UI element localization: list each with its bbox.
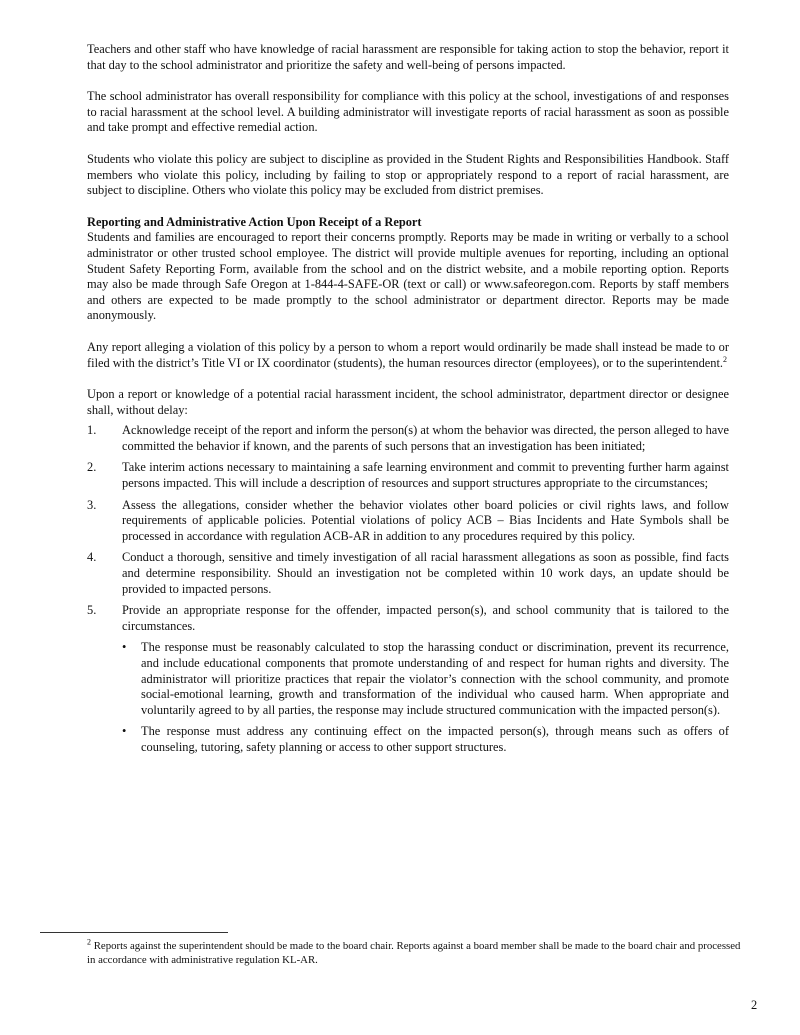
paragraph-reporting: Students and families are encouraged to report their concerns promptly. Reports may be made in writing or verbally to a school administrator or other trusted school employee. The district will provide multiple avenues for reporting, including an optional Student Safety Reporting Form, available from the school and on the district website, and a mobile reporting option. Reports may also be made through Safe Oregon at 1-844-4-SAFE-OR (text or call) or www.safeoregon.com. Reports by staff members and others are expected to be made promptly to the school administrator or department director. Reports may be made anonymously. xyxy=(87,230,729,323)
footnote-reference: 2 xyxy=(723,354,728,364)
document-body xyxy=(87,42,729,762)
paragraph-alternate-reporting xyxy=(87,340,729,371)
paragraph-discipline: Students who violate this policy are subject to discipline as provided in the Student Rights and Responsibilities Handbook. Staff members who violate this policy, including by failing to stop or appropriately respond to a report of racial harassment, are subject to discipline. Others who violate this policy may be excluded from district premises. xyxy=(87,151,729,198)
list-item-text: Assess the allegations, consider whether the behavior violates other board policies or civil rights laws, and follow requirements of applicable policies. Potential violations of policy ACB – Bias Incidents and Hate Symbols shall be processed in accordance with regulation ACB-AR in addition to any procedures required by this policy. xyxy=(122,497,729,543)
response-bullets-list xyxy=(122,640,729,755)
list-item-number: 1. xyxy=(87,423,97,438)
list-item-text: Conduct a thorough, sensitive and timely investigation of all racial harassment allegations as soon as possible, find facts and determine responsibility. Should an investigation not be completed within 10 work days, an update should be provided to impacted persons. xyxy=(122,550,729,596)
bullet-item-text: The response must be reasonably calculated to stop the harassing conduct or discrimination, prevent its recurrence, and include educational components that promote understanding of and respect for human rights and diversity. The administrator will prioritize practices that repair the violator’s connection with the school community, and promote social-emotional learning, growth and transformation of the individual who caused harm. When appropriate and voluntarily agreed to by all parties, the response may include structured communication with the impacted person(s). xyxy=(141,640,729,717)
list-item-number: 4. xyxy=(87,550,97,565)
paragraph-staff-responsibility: Teachers and other staff who have knowledge of racial harassment are responsible for taking action to stop the behavior, report it that day to the school administrator and prioritize the safety and well-being of persons impacted. xyxy=(87,42,729,72)
list-item xyxy=(87,423,729,454)
footnote-divider xyxy=(40,932,228,933)
list-item-number: 5. xyxy=(87,603,97,618)
section-heading: Reporting and Administrative Action Upon Receipt of a Report xyxy=(87,214,422,229)
bullet-item-text: The response must address any continuing effect on the impacted person(s), through means such as offers of counseling, tutoring, safety planning or access to other support structures. xyxy=(141,724,729,754)
list-item-text: Provide an appropriate response for the offender, impacted person(s), and school community that is tailored to the circumstances. xyxy=(122,603,729,633)
bullet-icon: • xyxy=(122,640,127,655)
list-item-number: 3. xyxy=(87,497,97,512)
list-item-text: Acknowledge receipt of the report and inform the person(s) at whom the behavior was directed, the person alleged to have committed the behavior if known, and the parents of such persons that an investigation has been initiated; xyxy=(122,423,729,453)
footnote xyxy=(87,939,747,967)
list-item-number: 2. xyxy=(87,460,97,475)
list-item-text: Take interim actions necessary to maintaining a safe learning environment and commit to preventing further harm against persons impacted. This will include a description of resources and support structures appropriate to the circumstances; xyxy=(122,460,729,491)
list-item xyxy=(87,498,729,545)
paragraph-upon-report: Upon a report or knowledge of a potential racial harassment incident, the school administrator, department director or designee shall, without delay: xyxy=(87,387,729,417)
page-number: 2 xyxy=(751,998,758,1012)
paragraph-alternate-reporting-text: Any report alleging a violation of this policy by a person to whom a report would ordinarily be made shall instead be made to or filed with the district’s Title VI or IX coordinator (students), the human resources director (employees), or to the superintendent. xyxy=(87,339,729,370)
list-item xyxy=(87,550,729,597)
list-item xyxy=(87,603,729,755)
action-steps-list xyxy=(87,423,729,755)
bullet-item xyxy=(122,724,729,755)
paragraph-administrator-responsibility: The school administrator has overall responsibility for compliance with this policy at the school, investigations of and responses to racial harassment at the school level. A building administrator will investigate reports of racial harassment as soon as possible and take prompt and effective remedial action. xyxy=(87,89,729,135)
bullet-item xyxy=(122,640,729,718)
footnote-marker: 2 xyxy=(87,937,91,947)
footnote-text: Reports against the superintendent should be made to the board chair. Reports against a board member shall be made to the board chair and processed in accordance with administrative regulation KL-AR. xyxy=(87,940,741,966)
list-item xyxy=(87,460,729,491)
bullet-icon: • xyxy=(122,724,127,739)
